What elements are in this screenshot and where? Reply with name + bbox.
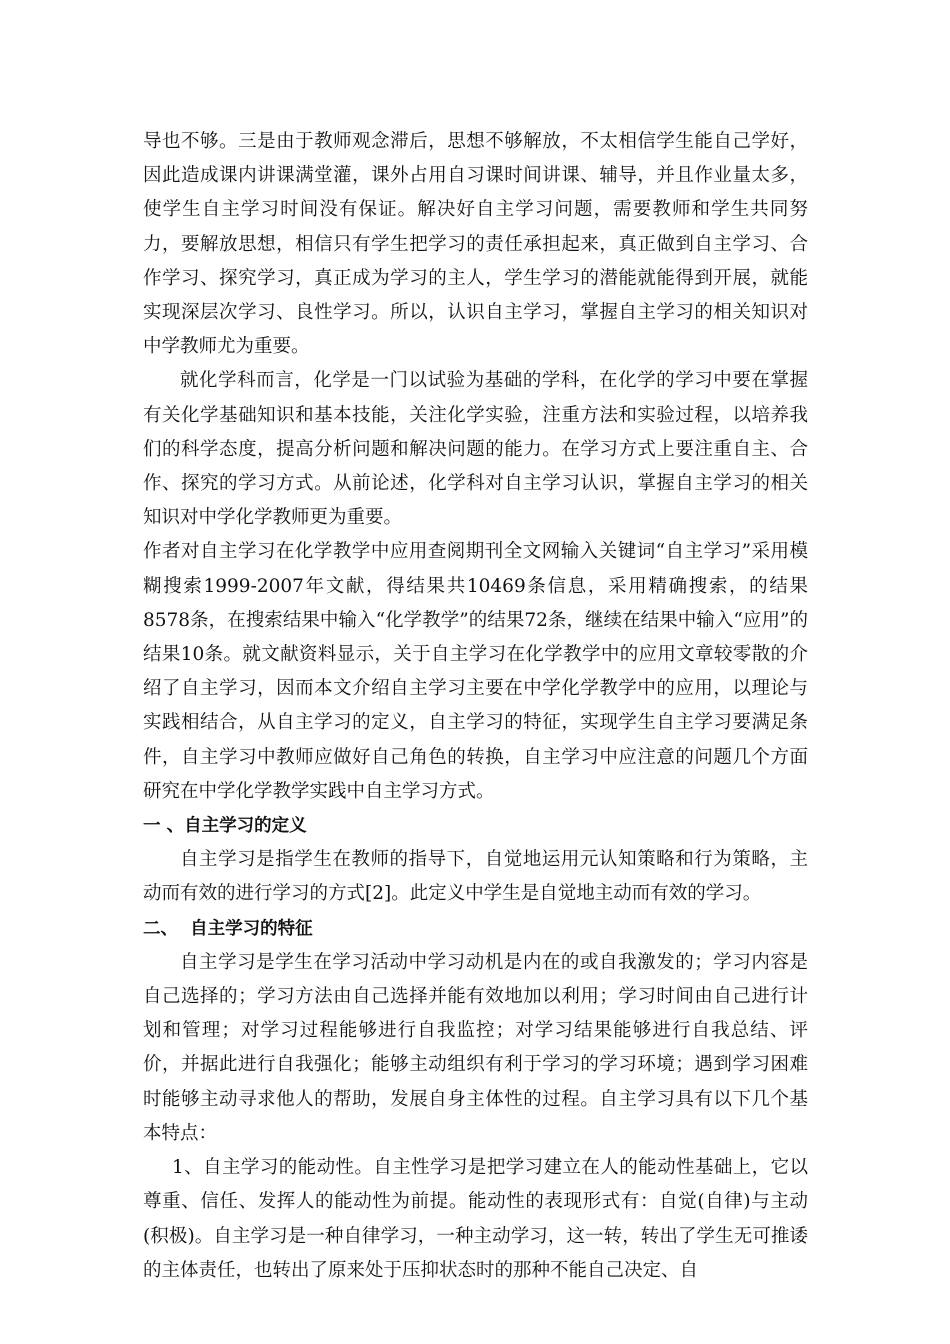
paragraph: 1、自主学习的能动性。自主性学习是把学习建立在人的能动性基础上，它以尊重、信任、发挥人的能动性为前提。能动性的表现形式有：自觉(自律)与主动(积极)。自主学习是一种自律学习，一种主动学习，这一转，转出了学生无可推诿的主体责任，也转出了原来处于压抑状态时的那种不能自己决定、自: [143, 1157, 808, 1281]
paragraph: 自主学习是指学生在教师的指导下，自觉地运用元认知策略和行为策略，主动而有效的进行学习的方式[2]。此定义中学生是自觉地主动而有效的学习。: [143, 849, 808, 905]
paragraph: 就化学科而言，化学是一门以试验为基础的学科，在化学的学习中要在掌握有关化学基础知识和基本技能，关注化学实验，注重方法和实验过程，以培养我们的科学态度，提高分析问题和解决问题的能力。在学习方式上要注重自主、合作、探究的学习方式。从前论述，化学科对自主学习认识，掌握自主学习的相关知识对中学化学教师更为重要。: [143, 370, 808, 529]
section-heading: 一 、自主学习的定义: [143, 816, 307, 837]
paragraph: 自主学习是学生在学习活动中学习动机是内在的或自我激发的；学习内容是自己选择的；学习方法由自己选择并能有效地加以利用；学习时间由自己进行计划和管理；对学习过程能够进行自我监控；对学习结果能够进行自我总结、评价，并据此进行自我强化；能够主动组织有利于学习的学习环境；遇到学习困难时能够主动寻求他人的帮助，发展自身主体性的过程。自主学习具有以下几个基本特点：: [143, 951, 808, 1144]
paragraph: 导也不够。三是由于教师观念滞后，思想不够解放，不太相信学生能自己学好，因此造成课内讲课满堂灌，课外占用自习课时间讲课、辅导，并且作业量太多，使学生自主学习时间没有保证。解决好自主学习问题，需要教师和学生共同努力，要解放思想，相信只有学生把学习的责任承担起来，真正做到自主学习、合作学习、探究学习，真正成为学习的主人，学生学习的潜能就能得到开展，就能实现深层次学习、良性学习。所以，认识自主学习，掌握自主学习的相关知识对中学教师尤为重要。: [143, 131, 808, 358]
paragraph: 作者对自主学习在化学教学中应用查阅期刊全文网输入关键词“自主学习”采用模糊搜索1999-2007年文献，得结果共10469条信息，采用精确搜索，的结果8578条，在搜索结果中输入“化学教学”的结果72条，继续在结果中输入“应用”的结果10条。就文献资料显示，关于自主学习在化学教学中的应用文章较零散的介绍了自主学习，因而本文介绍自主学习主要在中学化学教学中的应用，以理论与实践相结合，从自主学习的定义，自主学习的特征，实现学生自主学习要满足条件，自主学习中教师应做好自己角色的转换，自主学习中应注意的问题几个方面研究在中学化学教学实践中自主学习方式。: [143, 541, 808, 802]
section-heading: 二、 自主学习的特征: [143, 918, 313, 939]
document-body: [143, 125, 808, 1288]
